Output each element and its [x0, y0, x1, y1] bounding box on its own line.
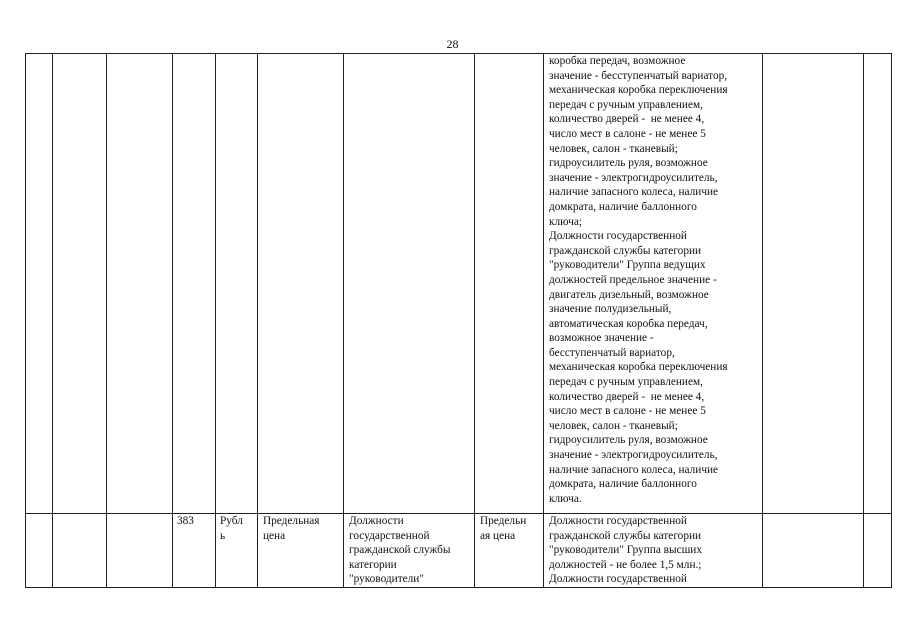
text-line: возможное значение - — [549, 332, 654, 345]
text-line: Должности государственной — [549, 573, 687, 586]
text-line: число мест в салоне - не менее 5 — [549, 405, 706, 418]
text-line: передач с ручным управлением, — [549, 376, 703, 389]
table-cell — [216, 54, 258, 514]
table-cell — [763, 54, 864, 514]
table-cell — [763, 514, 864, 588]
table-cell — [258, 54, 344, 514]
unit-cell: Рубл ь — [216, 514, 258, 588]
text-line: гидроусилитель руля, возможное — [549, 434, 708, 447]
text-line: двигатель дизельный, возможное — [549, 288, 709, 301]
text-line: "руководители" Группа ведущих — [549, 259, 706, 272]
text-line: число мест в салоне - не менее 5 — [549, 127, 706, 140]
text-line: механическая коробка переключения — [549, 361, 728, 374]
characteristics-cell — [544, 54, 763, 514]
text-line: наличие запасного колеса, наличие — [549, 186, 719, 199]
text-line: должностей - не более 1,5 млн.; — [549, 558, 702, 571]
text-line: человек, салон - тканевый; — [549, 419, 678, 432]
characteristics-text — [549, 514, 757, 587]
table-cell — [26, 54, 53, 514]
requirements-table — [25, 53, 892, 588]
page-number: 28 — [446, 37, 459, 51]
text-line: человек, салон - тканевый; — [549, 142, 678, 155]
text-line: гражданской службы категории — [549, 529, 702, 542]
text-line: количество дверей - не менее 4, — [549, 390, 705, 403]
table-cell — [344, 54, 475, 514]
table-cell — [26, 514, 53, 588]
table-cell — [173, 54, 216, 514]
text-line: наличие запасного колеса, наличие — [549, 463, 719, 476]
text-line: значение полудизельный, — [549, 303, 672, 316]
table-row — [26, 54, 892, 514]
text-line: домкрата, наличие баллонного — [549, 478, 697, 491]
text-line: гражданской службы категории — [549, 244, 702, 257]
text-line: должностей предельное значение - — [549, 273, 717, 286]
row-code: 383 — [173, 514, 216, 588]
text-line: автоматическая коробка передач, — [549, 317, 708, 330]
text-line: значение - электрогидроусилитель, — [549, 449, 718, 462]
text-line: "руководители" Группа высших — [549, 544, 702, 557]
table-cell — [864, 54, 892, 514]
text-line: домкрата, наличие баллонного — [549, 200, 697, 213]
text-line: значение - электрогидроусилитель, — [549, 171, 718, 184]
text-line: ключа; — [549, 215, 582, 228]
text-line: передач с ручным управлением, — [549, 98, 703, 111]
text-line: бесступенчатый вариатор, — [549, 346, 675, 359]
text-line: механическая коробка переключения — [549, 84, 728, 97]
text-line: ключа. — [549, 492, 582, 505]
value-name-cell: Предельн ая цена — [475, 514, 544, 588]
table-cell — [53, 54, 107, 514]
table-cell — [864, 514, 892, 588]
table-cell — [53, 514, 107, 588]
text-line: Должности государственной — [549, 515, 687, 527]
text-line: коробка передач, возможное — [549, 55, 686, 67]
table-cell — [107, 514, 173, 588]
text-line: значение - бесступенчатый вариатор, — [549, 69, 728, 82]
name-cell: Предельная цена — [258, 514, 344, 588]
characteristics-text — [549, 54, 757, 506]
table-cell — [107, 54, 173, 514]
text-line: количество дверей - не менее 4, — [549, 113, 705, 126]
category-cell: Должности государственной гражданской службы категории "руководители" — [344, 514, 475, 588]
characteristics-cell — [544, 514, 763, 588]
table-cell — [475, 54, 544, 514]
text-line: Должности государственной — [549, 230, 687, 243]
text-line: гидроусилитель руля, возможное — [549, 157, 708, 170]
table-row — [26, 514, 892, 588]
